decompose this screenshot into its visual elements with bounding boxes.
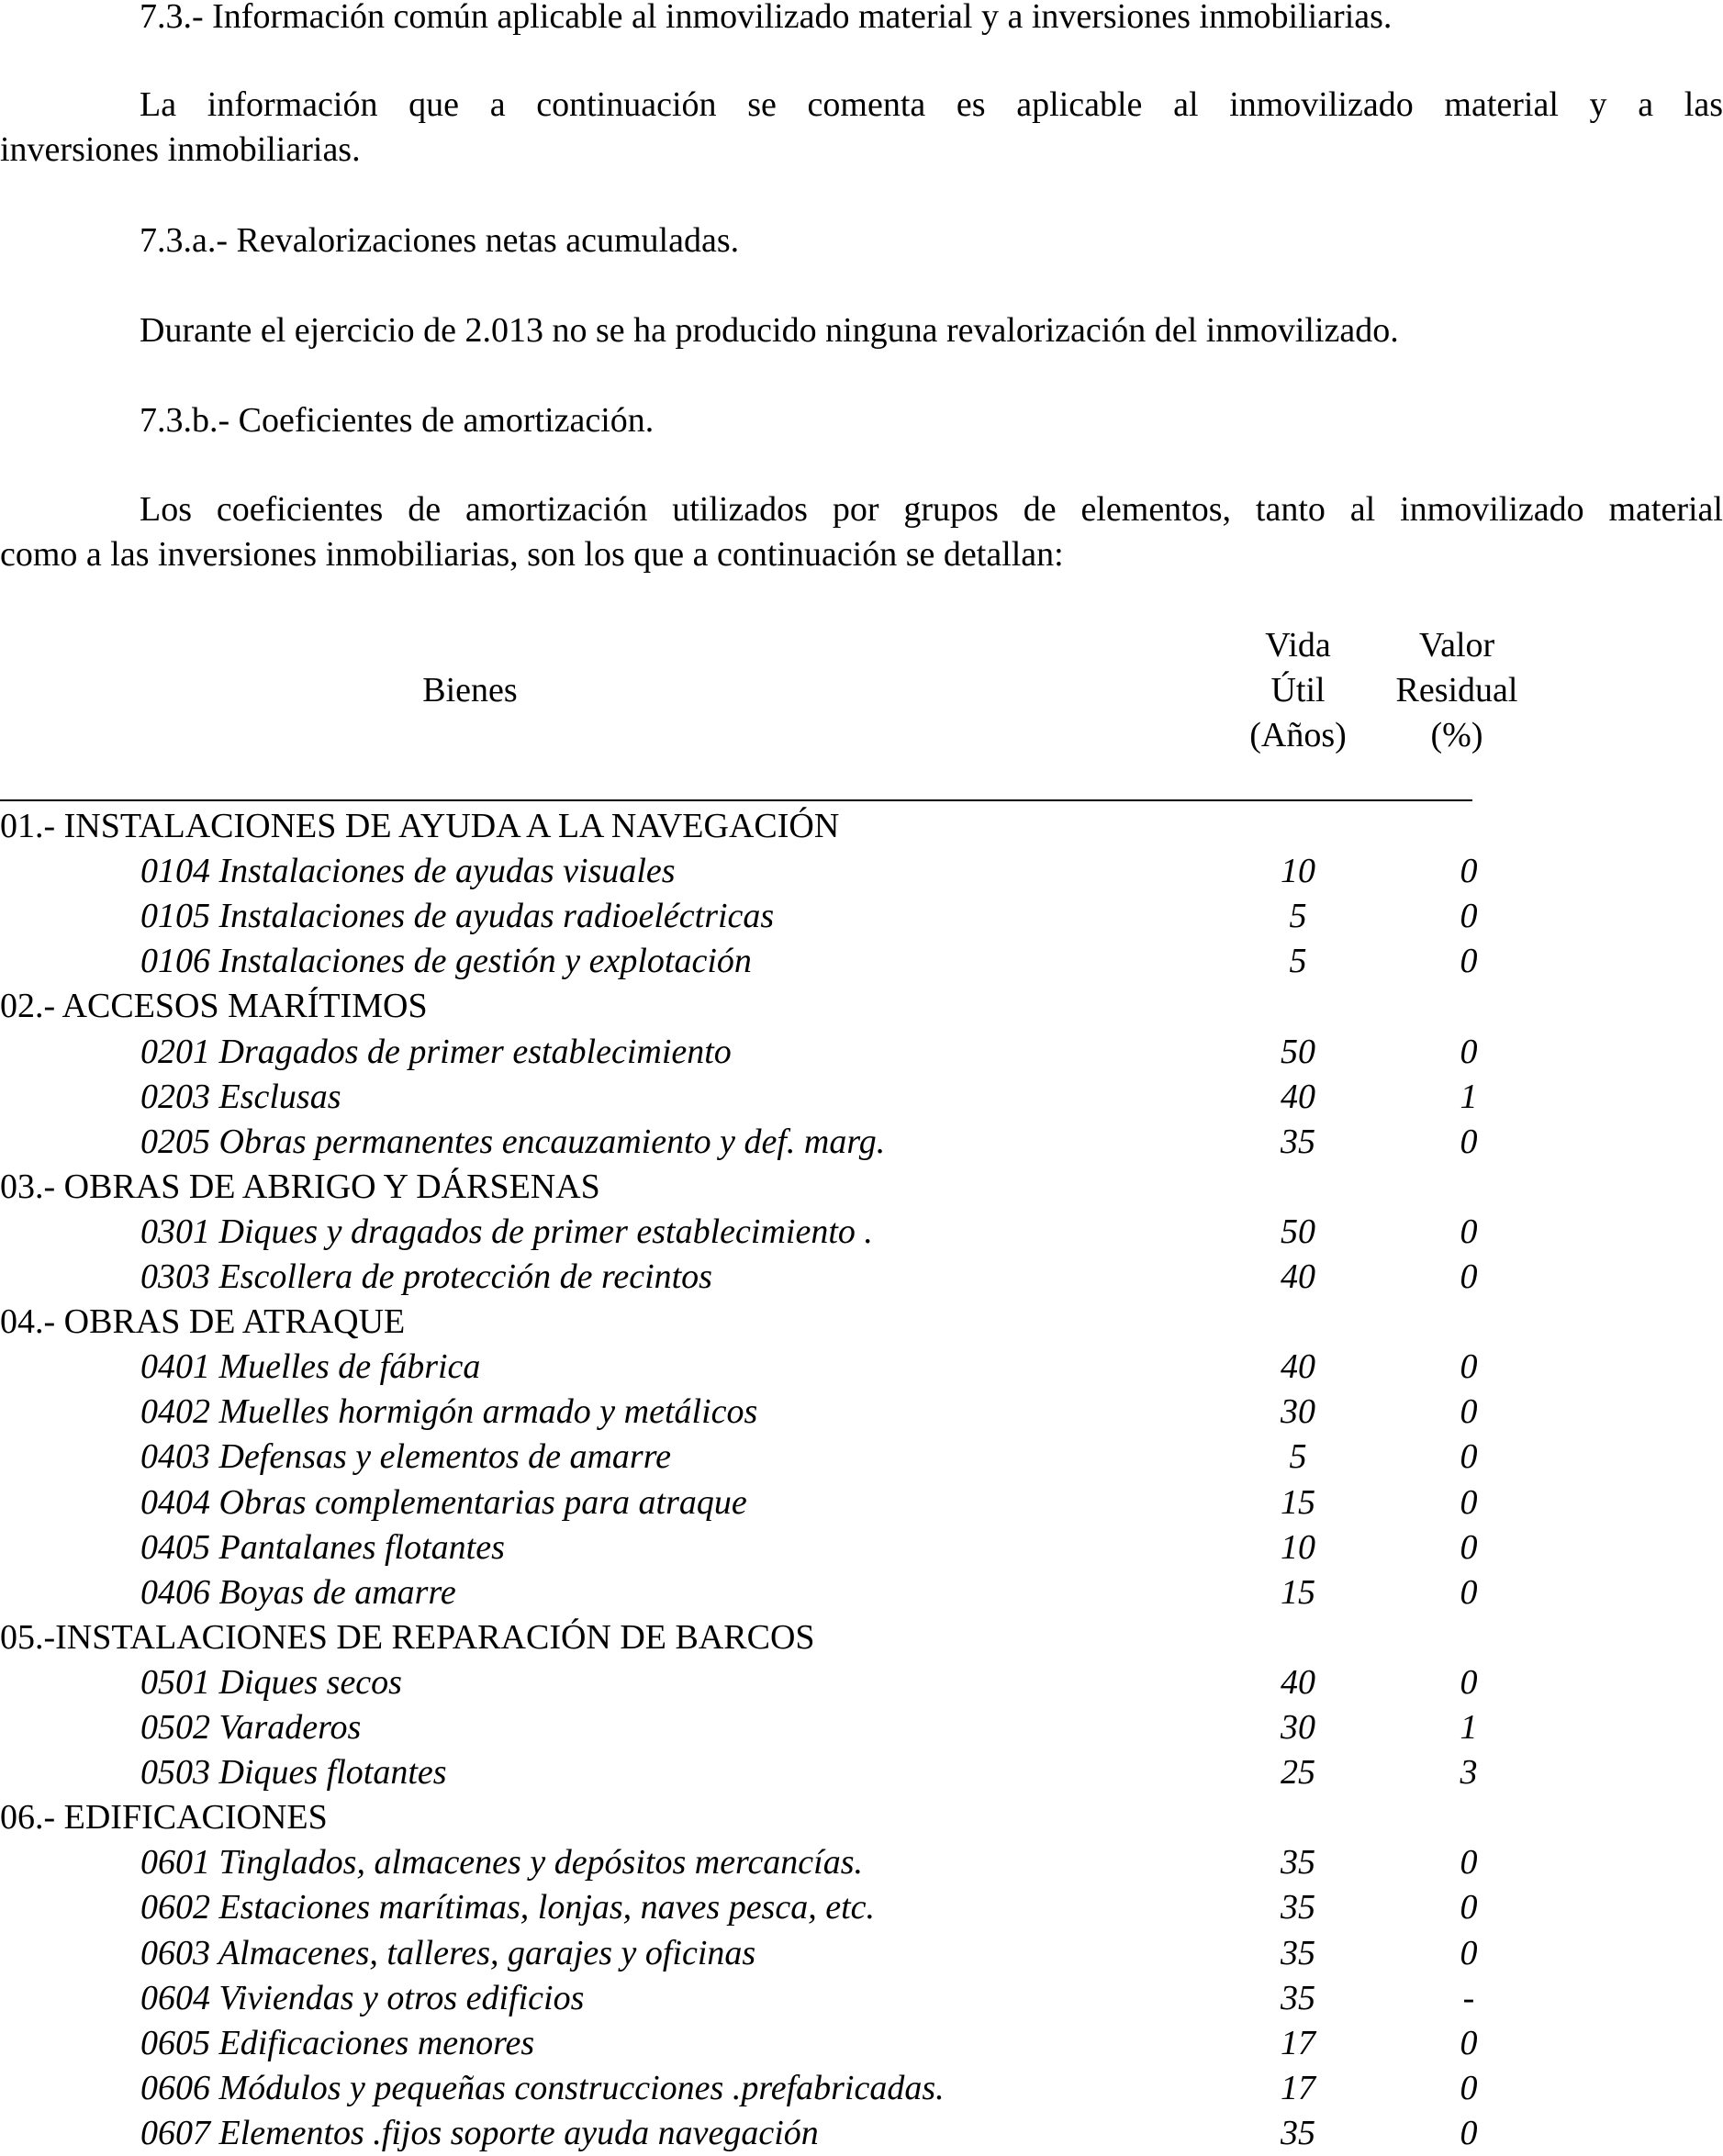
residual-value: 0	[1460, 2068, 1478, 2107]
residual-value: 0	[1460, 1933, 1478, 1972]
residual-value: 0	[1460, 2113, 1478, 2152]
item-label: 0205 Obras permanentes encauzamiento y def. marg.	[140, 1122, 886, 1161]
paragraph-revaluation-text: Durante el ejercicio de 2.013 no se ha producido ninguna revalorización del inmovilizado.	[140, 311, 1399, 350]
useful-life-value: 17	[1281, 2068, 1315, 2107]
item-label: 0604 Viviendas y otros edificios	[140, 1978, 585, 2017]
residual-value: -	[1462, 1978, 1475, 2017]
paragraph-intro-line-1: La información que a continuación se comenta es aplicable al inmovilizado material y a las	[140, 85, 1723, 124]
residual-value: 0	[1460, 1392, 1478, 1432]
item-label: 0106 Instalaciones de gestión y explotación	[140, 942, 752, 981]
item-label: 0502 Varaderos	[140, 1708, 362, 1747]
residual-value: 0	[1460, 1527, 1478, 1567]
item-label: 0603 Almacenes, talleres, garajes y oficinas	[140, 1933, 756, 1972]
residual-value: 0	[1460, 897, 1478, 936]
paragraph-intro	[0, 83, 1723, 173]
residual-value: 0	[1460, 1662, 1478, 1702]
residual-value: 0	[1460, 1843, 1478, 1882]
item-label: 0605 Edificaciones menores	[140, 2023, 535, 2062]
item-label: 0301 Diques y dragados de primer establecimiento .	[140, 1212, 873, 1251]
residual-value: 0	[1460, 942, 1478, 981]
group-label: 05.-INSTALACIONES DE REPARACIÓN DE BARCOS	[0, 1617, 815, 1657]
section-heading-text: 7.3.- Información común aplicable al inmovilizado material y a inversiones inmobiliarias.	[140, 0, 1393, 36]
residual-value: 0	[1460, 1572, 1478, 1612]
useful-life-value: 40	[1281, 1662, 1315, 1702]
item-label: 0401 Muelles de fábrica	[140, 1347, 481, 1387]
subsection-heading-b-text: 7.3.b.- Coeficientes de amortización.	[140, 401, 655, 440]
item-label: 0303 Escollera de protección de recintos	[140, 1257, 712, 1296]
useful-life-value: 15	[1281, 1482, 1315, 1522]
paragraph-coefficients-line-2: como a las inversiones inmobiliarias, son los que a continuación se detallan:	[0, 535, 1064, 574]
paragraph-coefficients	[0, 487, 1723, 577]
item-label: 0104 Instalaciones de ayudas visuales	[140, 852, 676, 891]
paragraph-intro-line-2: inversiones inmobiliarias.	[0, 130, 361, 169]
residual-value: 1	[1460, 1708, 1478, 1747]
item-label: 0105 Instalaciones de ayudas radioeléctricas	[140, 897, 775, 936]
header-divider	[0, 799, 1472, 801]
residual-value: 1	[1460, 1077, 1478, 1116]
useful-life-value: 35	[1281, 1888, 1315, 1927]
item-label: 0602 Estaciones marítimas, lonjas, naves pesca, etc.	[140, 1888, 876, 1927]
header-vida-util: Vida Útil (Años)	[1249, 626, 1347, 754]
residual-value: 0	[1460, 852, 1478, 891]
header-bienes: Bienes	[422, 671, 518, 709]
residual-value: 3	[1460, 1753, 1478, 1793]
group-label: 01.- INSTALACIONES DE AYUDA A LA NAVEGACIÓN	[0, 807, 840, 845]
useful-life-value: 30	[1281, 1708, 1315, 1747]
residual-value: 0	[1460, 1482, 1478, 1522]
paragraph-revaluation	[0, 308, 1723, 353]
section-heading-7-3	[0, 0, 1723, 39]
item-label: 0501 Diques secos	[140, 1662, 402, 1702]
useful-life-value: 35	[1281, 1843, 1315, 1882]
item-label: 0402 Muelles hormigón armado y metálicos	[140, 1392, 758, 1432]
useful-life-value: 10	[1281, 852, 1315, 891]
subsection-heading-7-3-a	[0, 218, 1723, 263]
residual-value: 0	[1460, 1212, 1478, 1251]
subsection-heading-7-3-b	[0, 398, 1723, 443]
residual-value: 0	[1460, 1032, 1478, 1071]
group-label: 04.- OBRAS DE ATRAQUE	[0, 1302, 406, 1342]
residual-value: 0	[1460, 1257, 1478, 1296]
header-valor-residual: Valor Residual (%)	[1395, 626, 1518, 754]
useful-life-value: 35	[1281, 2113, 1315, 2152]
useful-life-value: 5	[1289, 897, 1307, 936]
item-label: 0403 Defensas y elementos de amarre	[140, 1437, 671, 1477]
useful-life-value: 50	[1281, 1212, 1315, 1251]
group-label: 02.- ACCESOS MARÍTIMOS	[0, 987, 428, 1026]
residual-value: 0	[1460, 1888, 1478, 1927]
useful-life-value: 5	[1289, 942, 1307, 981]
residual-value: 0	[1460, 1437, 1478, 1477]
paragraph-coefficients-line-1: Los coeficientes de amortización utilizados por grupos de elementos, tanto al inmovilizado material	[140, 490, 1723, 529]
useful-life-value: 40	[1281, 1077, 1315, 1116]
item-label: 0601 Tinglados, almacenes y depósitos mercancías.	[140, 1843, 864, 1882]
item-label: 0203 Esclusas	[140, 1077, 341, 1116]
item-label: 0404 Obras complementarias para atraque	[140, 1482, 747, 1522]
subsection-heading-a-text: 7.3.a.- Revalorizaciones netas acumuladas.	[140, 221, 740, 260]
residual-value: 0	[1460, 2023, 1478, 2062]
useful-life-value: 17	[1281, 2023, 1315, 2062]
item-label: 0503 Diques flotantes	[140, 1753, 447, 1793]
useful-life-value: 50	[1281, 1032, 1315, 1071]
residual-value: 0	[1460, 1122, 1478, 1161]
group-label: 03.- OBRAS DE ABRIGO Y DÁRSENAS	[0, 1167, 600, 1206]
residual-value: 0	[1460, 1347, 1478, 1387]
useful-life-value: 15	[1281, 1572, 1315, 1612]
useful-life-value: 35	[1281, 1933, 1315, 1972]
item-label: 0201 Dragados de primer establecimiento	[140, 1032, 732, 1071]
useful-life-value: 35	[1281, 1122, 1315, 1161]
useful-life-value: 5	[1289, 1437, 1307, 1477]
item-label: 0607 Elementos .fijos soporte ayuda navegación	[140, 2113, 819, 2152]
item-label: 0606 Módulos y pequeñas construcciones .prefabricadas.	[140, 2068, 945, 2107]
useful-life-value: 35	[1281, 1978, 1315, 2017]
item-label: 0405 Pantalanes flotantes	[140, 1527, 505, 1567]
useful-life-value: 25	[1281, 1753, 1315, 1793]
item-label: 0406 Boyas de amarre	[140, 1572, 456, 1612]
group-label: 06.- EDIFICACIONES	[0, 1798, 328, 1838]
useful-life-value: 10	[1281, 1527, 1315, 1567]
useful-life-value: 40	[1281, 1257, 1315, 1296]
useful-life-value: 30	[1281, 1392, 1315, 1432]
useful-life-value: 40	[1281, 1347, 1315, 1387]
